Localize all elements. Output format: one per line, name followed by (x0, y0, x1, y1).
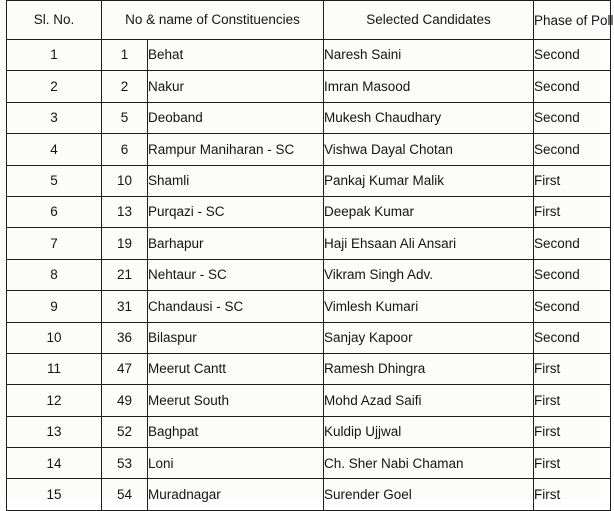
constituency-number-cell: 10 (102, 165, 148, 196)
table-header-row (7, 1, 611, 40)
constituency-name-cell: Nehtaur - SC (148, 259, 324, 290)
constituency-name-cell: Nakur (148, 71, 324, 102)
candidate-name-cell: Naresh Saini (324, 40, 534, 71)
candidate-name-cell: Mohd Azad Saifi (324, 385, 534, 416)
table-row (7, 322, 611, 353)
phase-of-poll-cell: First (534, 165, 611, 196)
table-row (7, 102, 611, 133)
table-row (7, 259, 611, 290)
constituency-number-cell: 36 (102, 322, 148, 353)
sl-no-cell: 8 (7, 259, 102, 290)
table-row (7, 291, 611, 322)
phase-of-poll-cell: Second (534, 322, 611, 353)
sl-no-cell: 5 (7, 165, 102, 196)
constituency-name-cell: Loni (148, 448, 324, 479)
constituency-name-cell: Meerut South (148, 385, 324, 416)
phase-of-poll-cell: Second (534, 228, 611, 259)
phase-of-poll-cell: First (534, 448, 611, 479)
phase-of-poll-cell: First (534, 385, 611, 416)
constituency-number-cell: 1 (102, 40, 148, 71)
constituency-number-cell: 6 (102, 134, 148, 165)
table-row (7, 385, 611, 416)
candidate-name-cell: Vimlesh Kumari (324, 291, 534, 322)
phase-of-poll-cell: Second (534, 71, 611, 102)
constituency-name-cell: Baghpat (148, 416, 324, 447)
candidate-name-cell: Surender Goel (324, 479, 534, 510)
table-body (7, 40, 611, 511)
sl-no-cell: 7 (7, 228, 102, 259)
constituency-number-cell: 13 (102, 196, 148, 227)
table-row (7, 134, 611, 165)
phase-of-poll-cell: Second (534, 259, 611, 290)
phase-of-poll-cell: Second (534, 102, 611, 133)
phase-of-poll-cell: First (534, 353, 611, 384)
candidate-name-cell: Kuldip Ujjwal (324, 416, 534, 447)
phase-of-poll-cell: First (534, 196, 611, 227)
sl-no-cell: 12 (7, 385, 102, 416)
phase-of-poll-cell: Second (534, 291, 611, 322)
constituency-name-cell: Deoband (148, 102, 324, 133)
candidate-name-cell: Ch. Sher Nabi Chaman (324, 448, 534, 479)
table-row (7, 196, 611, 227)
candidate-name-cell: Imran Masood (324, 71, 534, 102)
candidate-name-cell: Vishwa Dayal Chotan (324, 134, 534, 165)
header-constituency: No & name of Constituencies (102, 1, 324, 40)
constituency-name-cell: Purqazi - SC (148, 196, 324, 227)
sl-no-cell: 6 (7, 196, 102, 227)
sl-no-cell: 3 (7, 102, 102, 133)
table-row (7, 416, 611, 447)
candidate-name-cell: Pankaj Kumar Malik (324, 165, 534, 196)
table-row (7, 40, 611, 71)
header-phase: Phase of Poll (534, 1, 611, 40)
constituency-name-cell: Chandausi - SC (148, 291, 324, 322)
candidate-name-cell: Haji Ehsaan Ali Ansari (324, 228, 534, 259)
candidates-table (6, 0, 614, 511)
sl-no-cell: 2 (7, 71, 102, 102)
sl-no-cell: 11 (7, 353, 102, 384)
table-row (7, 479, 611, 510)
constituency-number-cell: 53 (102, 448, 148, 479)
sl-no-cell: 13 (7, 416, 102, 447)
candidate-name-cell: Sanjay Kapoor (324, 322, 534, 353)
phase-of-poll-cell: First (534, 416, 611, 447)
phase-of-poll-cell: Second (534, 134, 611, 165)
sl-no-cell: 1 (7, 40, 102, 71)
constituency-number-cell: 31 (102, 291, 148, 322)
constituency-name-cell: Barhapur (148, 228, 324, 259)
candidate-name-cell: Deepak Kumar (324, 196, 534, 227)
sl-no-cell: 15 (7, 479, 102, 510)
constituency-name-cell: Shamli (148, 165, 324, 196)
constituency-number-cell: 49 (102, 385, 148, 416)
table-row (7, 165, 611, 196)
constituency-number-cell: 47 (102, 353, 148, 384)
sl-no-cell: 14 (7, 448, 102, 479)
header-candidate: Selected Candidates (324, 1, 534, 40)
constituency-name-cell: Rampur Maniharan - SC (148, 134, 324, 165)
constituency-name-cell: Behat (148, 40, 324, 71)
sl-no-cell: 4 (7, 134, 102, 165)
sl-no-cell: 10 (7, 322, 102, 353)
sl-no-cell: 9 (7, 291, 102, 322)
constituency-number-cell: 54 (102, 479, 148, 510)
constituency-number-cell: 19 (102, 228, 148, 259)
candidate-name-cell: Mukesh Chaudhary (324, 102, 534, 133)
constituency-number-cell: 5 (102, 102, 148, 133)
header-sl-no: Sl. No. (7, 1, 102, 40)
table-row (7, 448, 611, 479)
table-row (7, 71, 611, 102)
constituency-number-cell: 2 (102, 71, 148, 102)
table-row (7, 353, 611, 384)
table-row (7, 228, 611, 259)
constituency-name-cell: Muradnagar (148, 479, 324, 510)
constituency-number-cell: 21 (102, 259, 148, 290)
constituency-name-cell: Bilaspur (148, 322, 324, 353)
candidate-name-cell: Ramesh Dhingra (324, 353, 534, 384)
constituency-number-cell: 52 (102, 416, 148, 447)
phase-of-poll-cell: Second (534, 40, 611, 71)
candidate-name-cell: Vikram Singh Adv. (324, 259, 534, 290)
phase-of-poll-cell: First (534, 479, 611, 510)
constituency-name-cell: Meerut Cantt (148, 353, 324, 384)
